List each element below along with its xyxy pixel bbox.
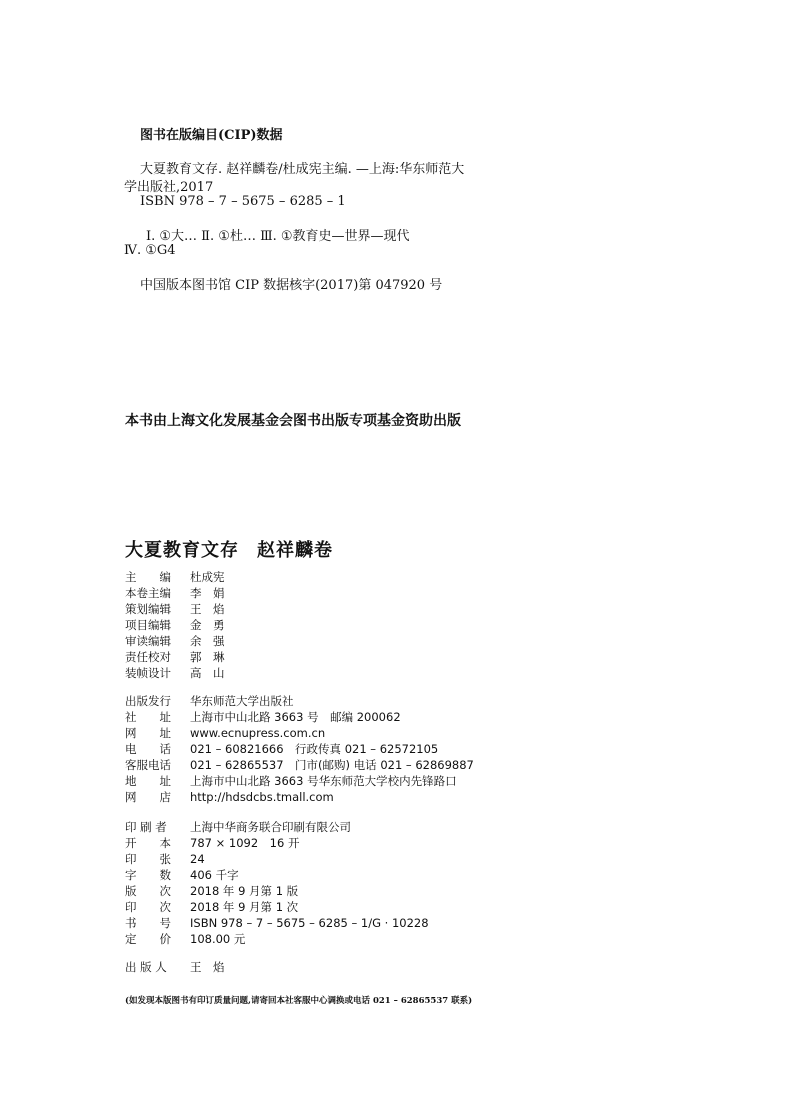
row-label: 责任校对 <box>125 650 171 664</box>
row-label: 策划编辑 <box>125 602 171 616</box>
cip-line-2: 学出版社,2017 <box>124 180 214 195</box>
row-label: 书 号 <box>125 916 171 930</box>
row-value: 787 × 1092 16 开 <box>190 836 300 850</box>
row-value: 上海市中山北路 3663 号华东师范大学校内先锋路口 <box>190 774 457 788</box>
row-label: 项目编辑 <box>125 618 171 632</box>
quality-footnote: (如发现本版图书有印订质量问题,请寄回本社客服中心调换或电话 021 – 62865537 联系) <box>125 996 473 1006</box>
row-label: 定 价 <box>125 932 171 946</box>
row-label: 版 次 <box>125 884 171 898</box>
row-value: 金 勇 <box>190 618 225 632</box>
row-value: 上海市中山北路 3663 号 邮编 200062 <box>190 710 401 724</box>
row-label: 主 编 <box>125 570 171 584</box>
cip-heading: 图书在版编目(CIP)数据 <box>140 128 283 143</box>
row-label: 本卷主编 <box>125 586 171 600</box>
row-label: 出版发行 <box>125 694 171 708</box>
row-value: 华东师范大学出版社 <box>190 694 294 708</box>
row-label: 印 次 <box>125 900 171 914</box>
row-value: 021 – 60821666 行政传真 021 – 62572105 <box>190 742 439 756</box>
online-store-link[interactable]: http://hdsdcbs.tmall.com <box>190 790 334 804</box>
website-link[interactable]: www.ecnupress.com.cn <box>190 726 326 740</box>
series-title: 大夏教育文存 <box>125 540 239 561</box>
publisher-info <box>125 696 685 808</box>
row-value: 108.00 元 <box>190 932 246 946</box>
cip-line-5: Ⅳ. ①G4 <box>124 243 176 258</box>
row-value: 406 千字 <box>190 868 239 882</box>
row-value: 郭 琳 <box>190 650 225 664</box>
row-label: 电 话 <box>125 742 171 756</box>
row-value: 2018 年 9 月第 1 次 <box>190 900 299 914</box>
row-value: ISBN 978 – 7 – 5675 – 6285 – 1/G · 10228 <box>190 916 429 930</box>
row-label: 开 本 <box>125 836 171 850</box>
row-label: 地 址 <box>125 774 171 788</box>
row-label: 审读编辑 <box>125 634 171 648</box>
row-label: 印 张 <box>125 852 171 866</box>
row-value: 杜成宪 <box>190 570 225 584</box>
row-value: 余 强 <box>190 634 225 648</box>
row-label: 出 版 人 <box>125 960 167 974</box>
row-value: 李 娟 <box>190 586 225 600</box>
row-label: 字 数 <box>125 868 171 882</box>
row-value: 2018 年 9 月第 1 版 <box>190 884 299 898</box>
row-label: 装帧设计 <box>125 666 171 680</box>
row-label: 社 址 <box>125 710 171 724</box>
publisher-person <box>125 962 425 978</box>
row-value: 王 焰 <box>190 602 225 616</box>
row-value: 高 山 <box>190 666 225 680</box>
row-label: 客服电话 <box>125 758 171 772</box>
cip-line-6: 中国版本图书馆 CIP 数据核字(2017)第 047920 号 <box>140 278 443 293</box>
print-info <box>125 822 685 950</box>
cip-line-4: Ⅰ. ①大… Ⅱ. ①杜… Ⅲ. ①教育史—世界—现代 <box>146 229 410 244</box>
row-value: 021 – 62865537 门市(邮购) 电话 021 – 62869887 <box>190 758 474 772</box>
row-value: 王 焰 <box>190 960 225 974</box>
cip-line-3: ISBN 978 – 7 – 5675 – 6285 – 1 <box>140 194 346 209</box>
volume-title: 赵祥麟卷 <box>257 540 333 561</box>
row-value: 24 <box>190 852 205 866</box>
cip-line-1: 大夏教育文存. 赵祥麟卷/杜成宪主编. —上海:华东师范大 <box>140 162 465 177</box>
book-title <box>125 536 333 562</box>
row-label: 网 店 <box>125 790 171 804</box>
row-label: 印 刷 者 <box>125 820 167 834</box>
row-label: 网 址 <box>125 726 171 740</box>
sponsor-statement: 本书由上海文化发展基金会图书出版专项基金资助出版 <box>125 413 461 429</box>
row-value: 上海中华商务联合印刷有限公司 <box>190 820 351 834</box>
editors-list <box>125 572 525 684</box>
